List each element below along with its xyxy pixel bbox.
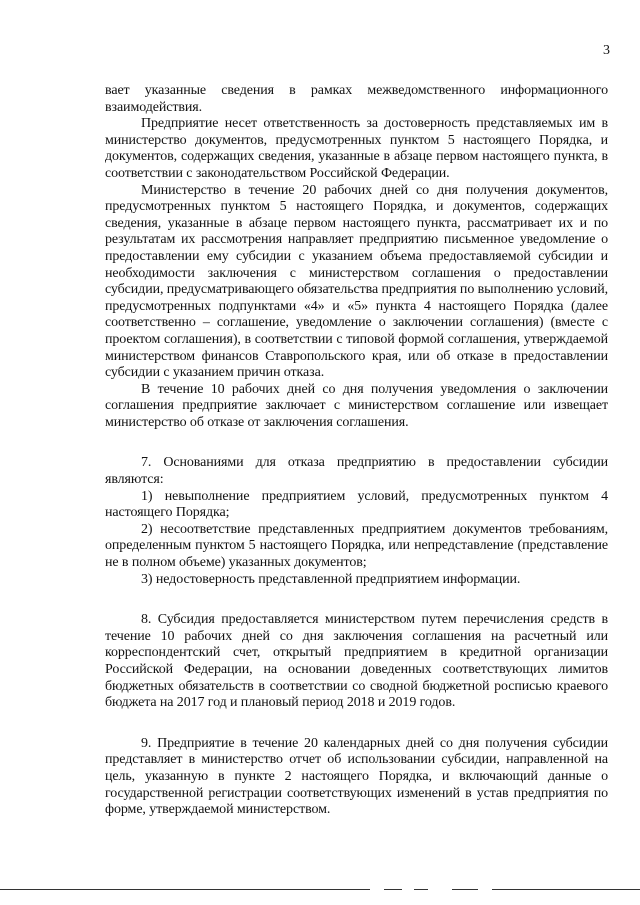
section-gap bbox=[105, 588, 608, 612]
page-number: 3 bbox=[603, 43, 610, 58]
paragraph-continuation: вает указанные сведения в рамках межведомственного информационного взаимодействия. bbox=[105, 83, 608, 115]
section-7-item-1: 1) невыполнение предприятием условий, предусмотренных пунктом 4 настоящего Порядка; bbox=[105, 488, 608, 521]
section-9: 9. Предприятие в течение 20 календарных дней со дня получения субсидии представляет в министерство отчет об использовании субсидии, направленной на цель, указанную в пункте 2 настоящего Порядка, и включающий данные о государственной регистрации соответствующих изменений в устав предприятия по форме, утверждаемой министерством. bbox=[105, 735, 608, 818]
section-7-item-2: 2) несоответствие представленных предприятием документов требованиям, определенным пунктом 5 настоящего Порядка, или непредставление (представление не в полном объеме) указанных документов; bbox=[105, 521, 608, 571]
section-8: 8. Субсидия предоставляется министерством путем перечисления средств в течение 10 рабочих дней со дня заключения соглашения на расчетный или корреспондентский счет, открытый предприятием в кредитной организации Российской Федерации, на основании доведенных соответствующих лимитов бюджетных обязательств в соответствии со сводной бюджетной росписью краевого бюджета на 2017 год и плановый период 2018 и 2019 годов. bbox=[105, 612, 608, 711]
section-7-heading: 7. Основаниями для отказа предприятию в предоставлении субсидии являются: bbox=[105, 455, 608, 488]
paragraph-responsibility: Предприятие несет ответственность за достоверность представляемых им в министерство документов, предусмотренных пунктом 5 настоящего Порядка, и документов, содержащих сведения, указанные в абзаце первом настоящего пункта, в соответствии с законодательством Российской Федерации. bbox=[105, 116, 608, 181]
paragraph-agreement-term: В течение 10 рабочих дней со дня получения уведомления о заключении соглашения предприятие заключает с министерством соглашение или извещает министерство об отказе от заключения соглашения. bbox=[105, 381, 608, 430]
document-body bbox=[105, 83, 608, 819]
section-gap bbox=[105, 431, 608, 455]
section-7-item-3: 3) недостоверность представленной предприятием информации. bbox=[141, 571, 521, 587]
section-gap bbox=[105, 712, 608, 736]
footer-rule bbox=[0, 889, 640, 899]
paragraph-ministry-review: Министерство в течение 20 рабочих дней со дня получения документов, предусмотренных пунктом 5 настоящего Порядка, и документов, содержащих сведения, указанные в абзаце первом настоящего пункта, рассматривает их и по результатам их рассмотрения направляет предприятию письменное уведомление о предоставлении ему субсидии с указанием объема предоставляемой субсидии и необходимости заключения с министерством соглашения о предоставлении субсидии, предусматривающего обязательства предприятия по выполнению условий, предусмотренных подпунктами «4» и «5» пункта 4 настоящего Порядка (далее соответственно – соглашение, уведомление о заключении соглашения) (вместе с проектом соглашения), в соответствии с типовой формой соглашения, утверждаемой министерством финансов Ставропольского края, или об отказе в предоставлении субсидии с указанием причин отказа. bbox=[105, 182, 608, 381]
